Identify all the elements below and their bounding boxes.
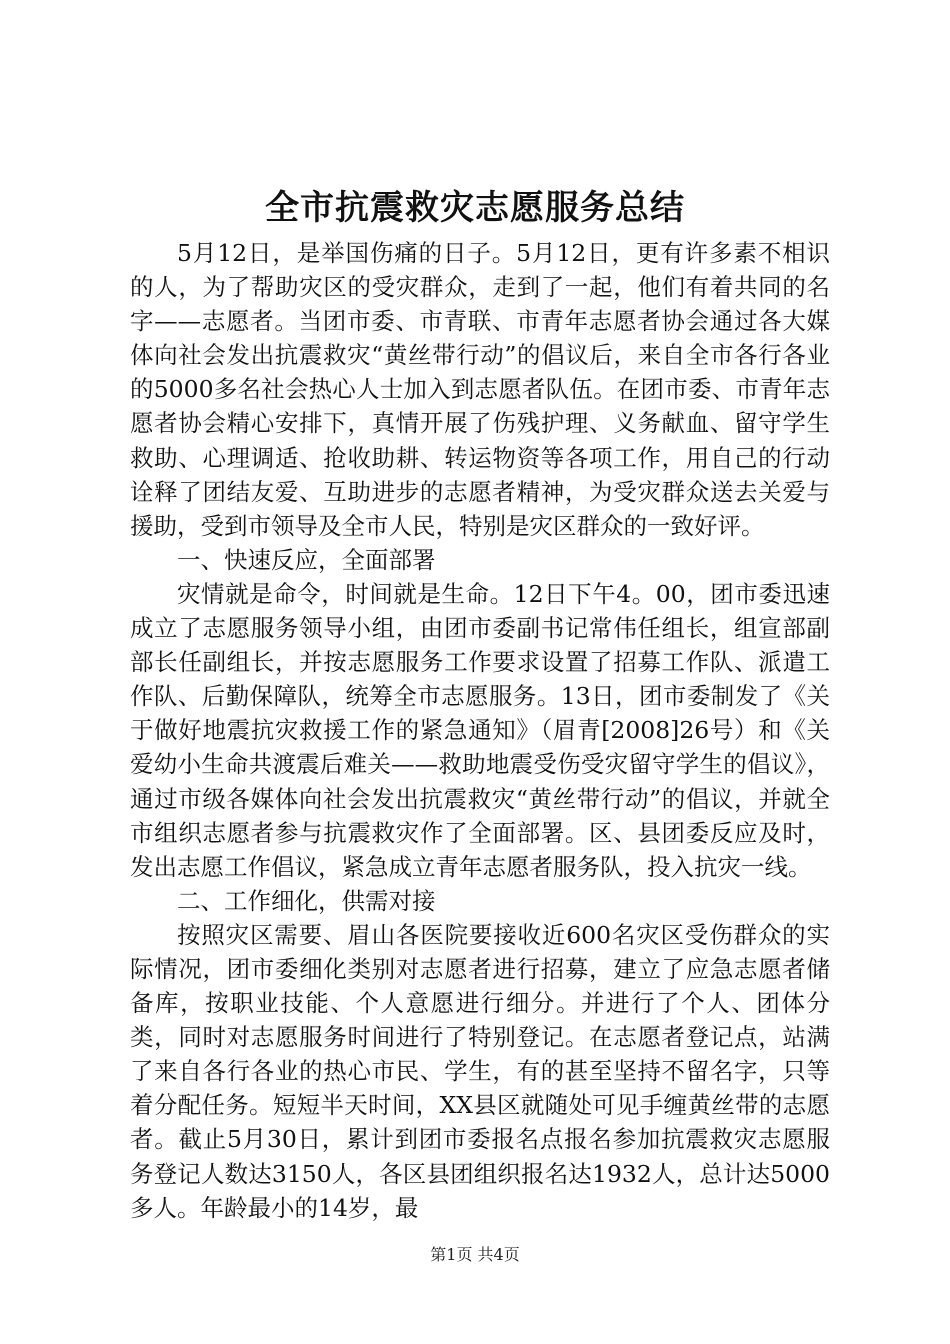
document-body [130,236,830,1225]
section-heading-1: 一、快速反应，全面部署 [177,545,436,574]
section-heading-2: 二、工作细化，供需对接 [177,886,436,915]
page-footer: 第1页 共4页 [430,1245,520,1264]
intro-paragraph: 5月12日，是举国伤痛的日子。5月12日，更有许多素不相识的人，为了帮助灾区的受灾群众，走到了一起，他们有着共同的名字——志愿者。当团市委、市青联、市青年志愿者协会通过各大媒体向社会发出抗震救灾“黄丝带行动”的倡议后，来自全市各行各业的5000多名社会热心人士加入到志愿者队伍。在团市委、市青年志愿者协会精心安排下，真情开展了伤残护理、义务献血、留守学生救助、心理调适、抢收助耕、转运物资等各项工作，用自己的行动诠释了团结友爱、互助进步的志愿者精神，为受灾群众送去关爱与援助，受到市领导及全市人民，特别是灾区群众的一致好评。 [130,239,830,540]
document-title: 全市抗震救灾志愿服务总结 [265,188,685,228]
section-1-paragraph: 灾情就是命令，时间就是生命。12日下午4。00，团市委迅速成立了志愿服务领导小组，由团市委副书记常伟任组长，组宣部副部长任副组长，并按志愿服务工作要求设置了招募工作队、派遣工作队、后勤保障队，统筹全市志愿服务。13日，团市委制发了《关于做好地震抗灾救援工作的紧急通知》（眉青[2008]26号）和《关爱幼小生命共渡震后难关——救助地震受伤受灾留守学生的倡议》，通过市级各媒体向社会发出抗震救灾“黄丝带行动”的倡议，并就全市组织志愿者参与抗震救灾作了全面部署。区、县团委反应及时，发出志愿工作倡议，紧急成立青年志愿者服务队，投入抗灾一线。 [130,579,830,881]
section-2-paragraph: 按照灾区需要、眉山各医院要接收近600名灾区受伤群众的实际情况，团市委细化类别对志愿者进行招募，建立了应急志愿者储备库，按职业技能、个人意愿进行细分。并进行了个人、团体分类，同时对志愿服务时间进行了特别登记。在志愿者登记点，站满了来自各行各业的热心市民、学生，有的甚至坚持不留名字，只等着分配任务。短短半天时间，XX县区就随处可见手缠黄丝带的志愿者。截止5月30日，累计到团市委报名点报名参加抗震救灾志愿服务登记人数达3150人，各区县团组织报名达1932人，总计达5000多人。年龄最小的14岁，最 [130,920,830,1222]
